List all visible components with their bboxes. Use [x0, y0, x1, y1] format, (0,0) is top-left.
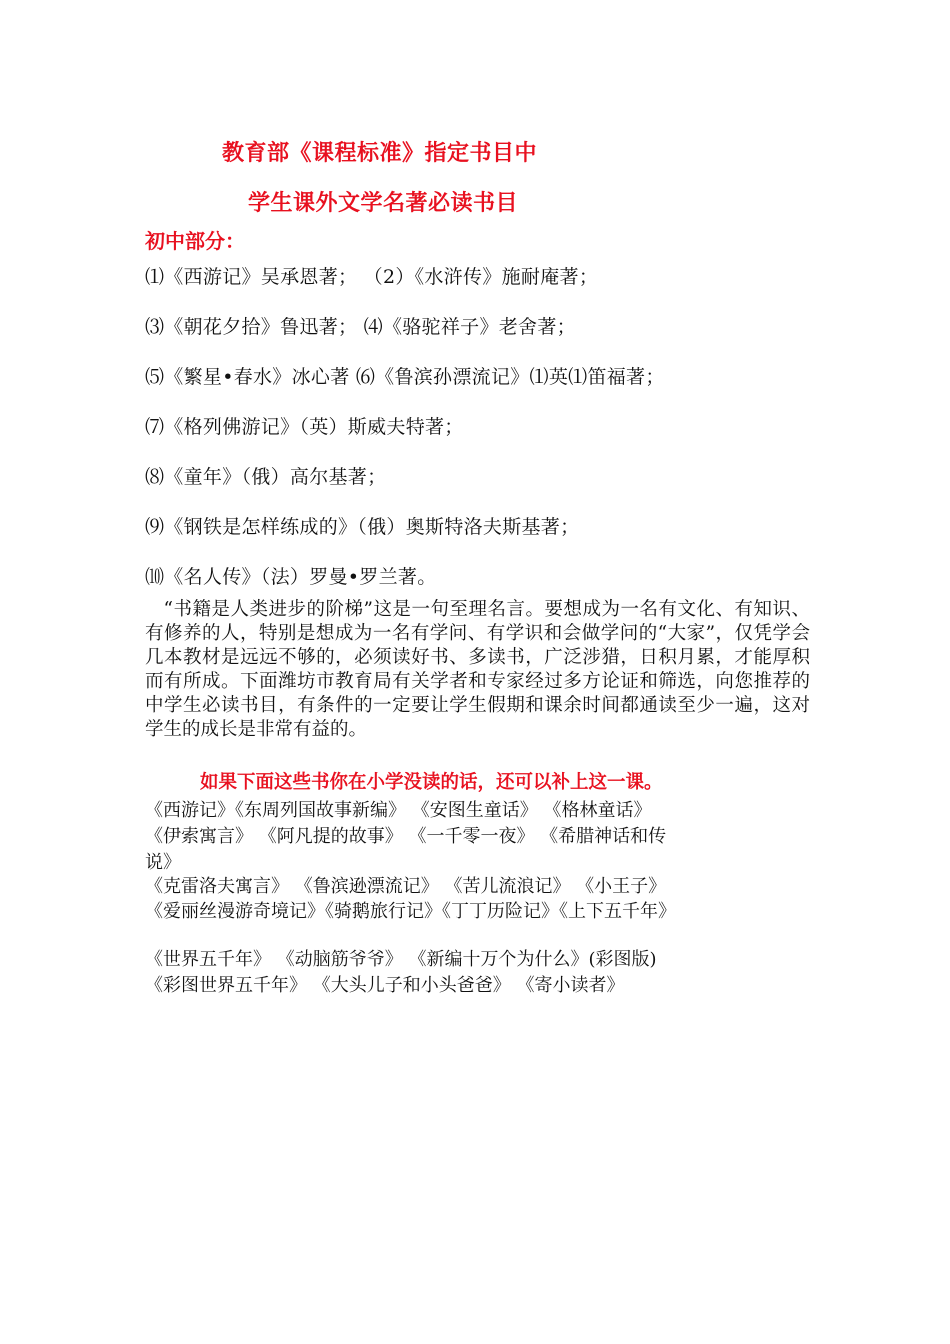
document-title-line-1: 教育部《课程标准》指定书目中: [222, 141, 538, 166]
book-list-item: ⑺《格列佛游记》（英）斯威夫特著；: [145, 416, 464, 438]
intro-paragraph: “书籍是人类进步的阶梯”这是一句至理名言。要想成为一名有文化、有知识、有修养的人，特别是想成为一名有学问、有学识和会做学问的“大家”，仅凭学会几本教材是远远不够的，必须读好书、多读书，广泛涉猎，日积月累，才能厚积而有所成。下面潍坊市教育局有关学者和专家经过多方论证和筛选，向您推荐的中学生必读书目，有条件的一定要让学生假期和课余时间都通读至少一遍，这对学生的成长是非常有益的。: [145, 599, 810, 740]
document-title-line-2: 学生课外文学名著必读书目: [248, 191, 519, 216]
extra-book-line: 说》: [145, 852, 181, 873]
extra-book-line: 《伊索寓言》 《阿凡提的故事》 《一千零一夜》 《希腊神话和传: [145, 826, 667, 847]
callout-heading: 如果下面这些书你在小学没读的话，还可以补上这一课。: [200, 772, 663, 793]
book-list-item: ⑽《名人传》（法）罗曼•罗兰著。: [145, 566, 437, 588]
extra-book-line: 《克雷洛夫寓言》 《鲁滨逊漂流记》 《苦儿流浪记》 《小王子》: [145, 876, 667, 897]
book-list-item: ⑸《繁星•春水》冰心著 ⑹《鲁滨孙漂流记》⑴英⑴笛福著；: [145, 366, 665, 388]
book-list-item: ⑴《西游记》吴承恩著； （2）《水浒传》施耐庵著；: [145, 266, 599, 288]
extra-book-line: 《彩图世界五千年》 《大头儿子和小头爸爸》 《寄小读者》: [145, 975, 625, 996]
extra-book-line: 《西游记》《东周列国故事新编》 《安图生童话》 《格林童话》: [145, 800, 652, 821]
book-list-item: ⑻《童年》（俄）高尔基著；: [145, 466, 387, 488]
extra-book-line: 《世界五千年》 《动脑筋爷爷》 《新编十万个为什么》(彩图版): [145, 949, 657, 970]
book-list-item: ⑼《钢铁是怎样练成的》（俄）奥斯特洛夫斯基著；: [145, 516, 580, 538]
book-list-item: ⑶《朝花夕拾》鲁迅著； ⑷《骆驼祥子》老舍著；: [145, 316, 576, 338]
junior-high-heading: 初中部分：: [145, 229, 245, 253]
extra-book-line: 《爱丽丝漫游奇境记》《骑鹅旅行记》《丁丁历险记》《上下五千年》: [145, 901, 676, 922]
